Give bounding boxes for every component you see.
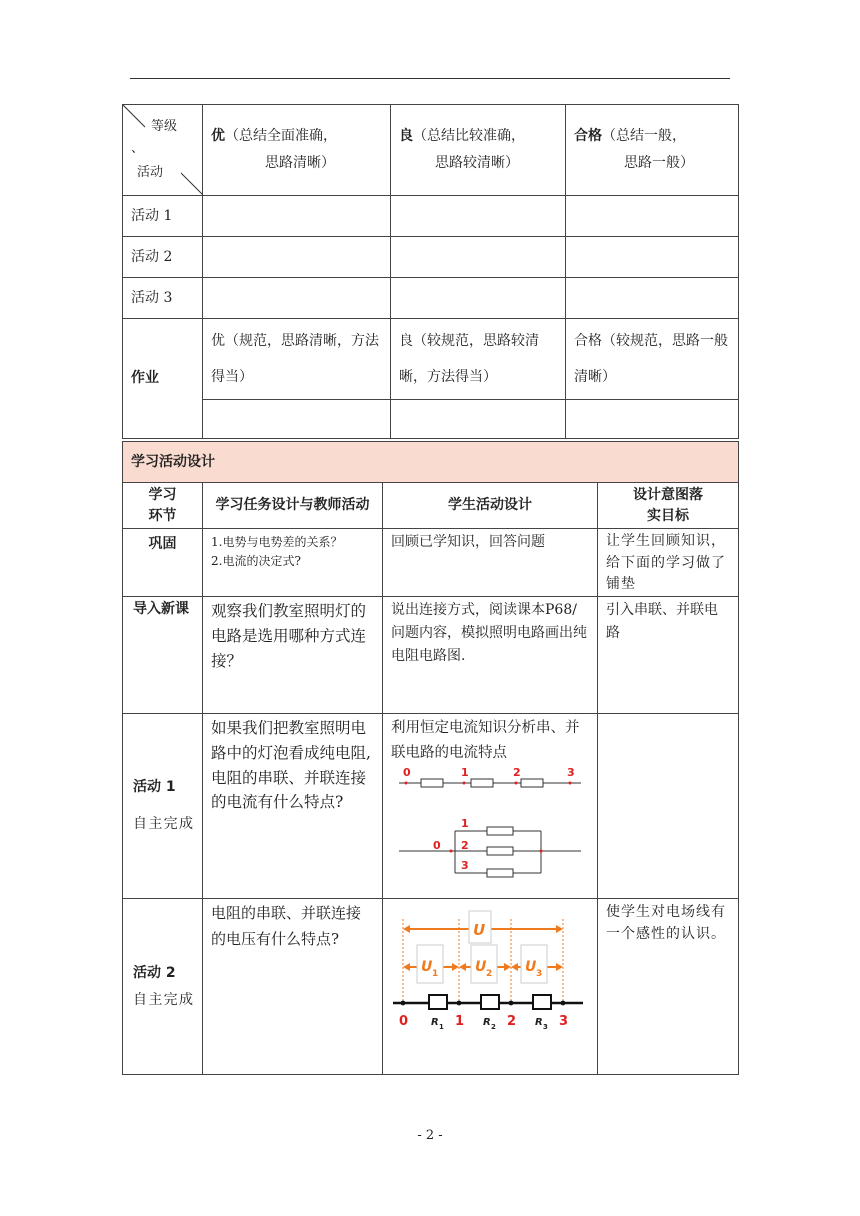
- u1-arrow-head-right: [452, 963, 459, 971]
- page-number: - 2 -: [417, 1128, 443, 1143]
- header-rule: [130, 78, 730, 79]
- resistor: [421, 779, 443, 787]
- grade-good-cell: [391, 105, 566, 196]
- stage-activity1-cell: [123, 714, 203, 899]
- resistor-label: R: [431, 1017, 439, 1029]
- corner-separator: 、: [131, 141, 145, 156]
- node-dot: [450, 849, 453, 852]
- activity-row-label: 活动 2: [123, 237, 203, 278]
- node-label: 0: [403, 766, 411, 779]
- student-activity2-cell: [383, 899, 598, 1075]
- node-dot: [509, 1001, 514, 1006]
- student-activity1-cell: [383, 714, 598, 899]
- grade-excellent-title: 优: [211, 128, 225, 145]
- node-label: 3: [461, 858, 469, 872]
- resistor: [487, 869, 513, 877]
- total-voltage-arrow-head-left: [403, 925, 410, 933]
- resistor-label: R: [535, 1017, 543, 1029]
- node-label: 2: [461, 838, 469, 852]
- teacher-activity1: 如果我们把教室照明电路中的灯泡看成纯电阻,电阻的串联、并联连接的电流有什么特点?: [203, 714, 383, 899]
- grade-good-desc-b: 思路较清晰）: [435, 155, 519, 171]
- total-voltage-arrow-head-right: [556, 925, 563, 933]
- intent-intro: 引入串联、并联电路: [598, 597, 739, 714]
- resistor-subscript: 1: [439, 1023, 444, 1032]
- stage-activity2-cell: [123, 899, 203, 1075]
- header-student: 学生活动设计: [383, 483, 598, 529]
- voltage-subscript: 1: [432, 969, 439, 980]
- node-label: 3: [567, 766, 575, 779]
- evaluation-table: [122, 104, 739, 439]
- teacher-intro: 观察我们教室照明灯的电路是选用哪种方式连接？: [203, 597, 383, 714]
- stage-intro: 导入新课: [123, 597, 203, 714]
- header-stage: 学习环节: [123, 483, 203, 529]
- grade-pass-cell: [566, 105, 739, 196]
- resistor: [481, 995, 499, 1009]
- resistor: [487, 827, 513, 835]
- node-label: 2: [507, 1014, 517, 1030]
- node-dot: [457, 1001, 462, 1006]
- stage-activity1-sub: 自主完成: [133, 816, 193, 833]
- student-consolidate: 回顾已学知识，回答问题: [383, 529, 598, 597]
- stage-consolidate: 巩固: [123, 529, 203, 597]
- homework-good: 良（较规范，思路较清晰，方法得当）: [391, 319, 566, 400]
- resistor: [487, 847, 513, 855]
- intent-activity2: 使学生对电场线有一个感性的认识。: [598, 899, 739, 1075]
- intent-consolidate: 让学生回顾知识，给下面的学习做了铺垫: [598, 529, 739, 597]
- u1-arrow-head-left: [403, 963, 410, 971]
- grade-excellent-desc-a: （总结全面准确，: [225, 128, 337, 145]
- voltage-label: U: [421, 959, 433, 976]
- u2-arrow-head-right: [504, 963, 511, 971]
- node-dot: [515, 781, 518, 784]
- resistor: [521, 779, 543, 787]
- resistor-subscript: 3: [543, 1023, 548, 1032]
- homework-label: 作业: [123, 319, 203, 439]
- node-dot: [401, 1001, 406, 1006]
- grade-good-title: 良: [399, 128, 413, 145]
- activity-row-label: 活动 1: [123, 196, 203, 237]
- voltage-subscript: 2: [486, 969, 493, 980]
- homework-pass: 合格（较规范，思路一般清晰）: [566, 319, 739, 400]
- activity-row-label: 活动 3: [123, 278, 203, 319]
- node-dot: [463, 781, 466, 784]
- grade-excellent-cell: [203, 105, 391, 196]
- teacher-activity2: 电阻的串联、并联连接的电压有什么特点?: [203, 899, 383, 1075]
- node-label: 2: [513, 766, 521, 779]
- resistor-subscript: 2: [491, 1023, 496, 1032]
- stage-activity2: 活动 2: [133, 964, 176, 981]
- activity-design-table: [122, 441, 739, 1075]
- corner-cell: [123, 105, 203, 196]
- grade-pass-desc-b: 思路一般）: [624, 155, 694, 171]
- resistor-label: R: [483, 1017, 491, 1029]
- grade-good-desc-a: （总结比较准确，: [413, 128, 525, 145]
- series-parallel-current-diagram: [391, 767, 591, 887]
- stage-activity1: 活动 1: [133, 779, 176, 796]
- node-label: 0: [399, 1014, 409, 1030]
- section-title: 学习活动设计: [123, 442, 739, 483]
- u3-arrow-head-right: [556, 963, 563, 971]
- series-voltage-diagram: [387, 899, 592, 1071]
- grade-pass-title: 合格: [574, 128, 602, 145]
- student-intro: 说出连接方式，阅读课本P68/问题内容，模拟照明电路画出纯电阻电路图.: [383, 597, 598, 714]
- grade-pass-desc-a: （总结一般，: [602, 128, 686, 145]
- homework-excellent: 优（规范，思路清晰，方法得当）: [203, 319, 391, 400]
- node-dot: [540, 849, 543, 852]
- corner-activity-label: 活动: [137, 165, 164, 180]
- corner-grade-label: 等级: [151, 119, 178, 134]
- node-dot: [569, 781, 572, 784]
- voltage-label: U: [525, 959, 537, 976]
- node-label: 1: [455, 1014, 465, 1030]
- u2-arrow-head-left: [459, 963, 466, 971]
- node-label: 1: [461, 766, 469, 779]
- node-dot: [405, 781, 408, 784]
- resistor: [429, 995, 447, 1009]
- u3-arrow-head-left: [511, 963, 518, 971]
- node-label: 1: [461, 816, 469, 830]
- resistor: [471, 779, 493, 787]
- grade-excellent-desc-b: 思路清晰）: [265, 155, 335, 171]
- node-label: 0: [433, 838, 441, 852]
- intent-activity1: [598, 714, 739, 899]
- student-activity1: 利用恒定电流知识分析串、并联电路的电流特点: [391, 720, 580, 762]
- node-dot: [561, 1001, 566, 1006]
- stage-activity2-sub: 自主完成: [133, 991, 193, 1008]
- voltage-label: U: [475, 959, 487, 976]
- teacher-consolidate: 1.电势与电势差的关系？ 2.电流的决定式?: [203, 529, 383, 597]
- resistor: [533, 995, 551, 1009]
- voltage-subscript: 3: [536, 969, 543, 980]
- header-intent: 设计意图落实目标: [598, 483, 739, 529]
- total-voltage-label: U: [473, 921, 486, 940]
- node-label: 3: [559, 1014, 569, 1030]
- header-teacher: 学习任务设计与教师活动: [203, 483, 383, 529]
